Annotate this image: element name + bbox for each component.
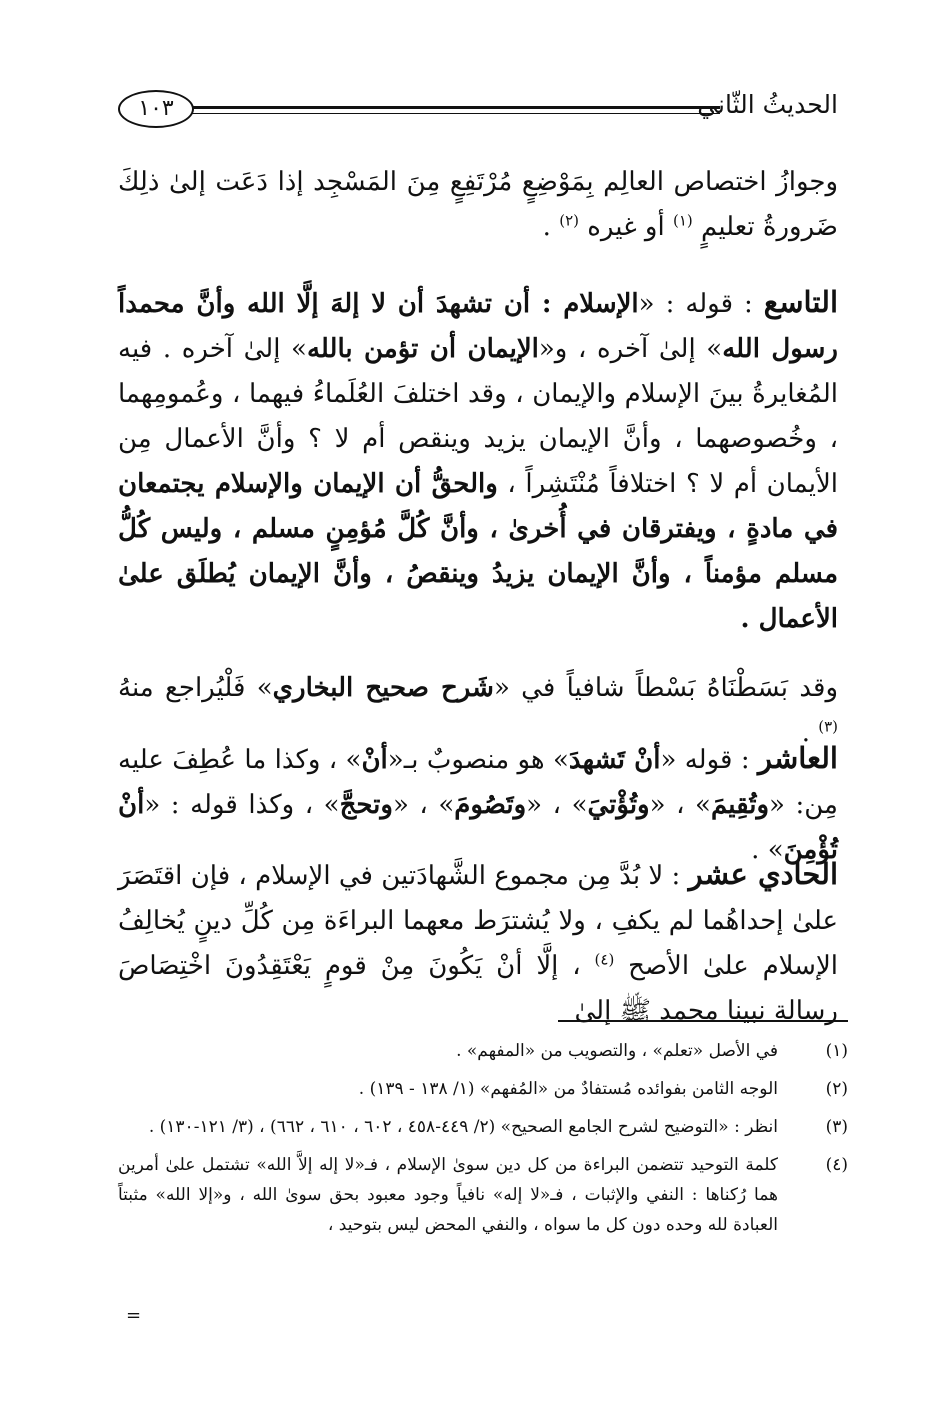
p2-lead: التاسع <box>763 285 839 319</box>
p1-text-b: أو غيره <box>587 212 665 242</box>
p4-q1: أنْ تَشهدَ <box>568 745 661 775</box>
p5-lead: الحادي عشر <box>688 857 839 891</box>
p3-a: وقد بَسَطْنَاهُ بَسْطاً شافياً في « <box>493 673 839 703</box>
p4-e: » ، « <box>526 790 588 820</box>
p4-d: » ، « <box>649 790 711 820</box>
p2-quote1: الإسلام : أن تشهدَ أن لا إلهَ إلَّا الله وأنَّ محمداً رسول الله <box>118 289 838 364</box>
p4-b: » هو منصوبٌ بـ« <box>387 745 569 775</box>
p4-q7: أنْ تُؤْمِنَ <box>118 790 838 865</box>
p4-lead: العاشر <box>757 741 838 775</box>
running-title: الحديثُ الثّاني <box>697 90 838 119</box>
p2-bold: والحقُّ أن الإيمان والإسلام يجتمعان في مادةٍ ، ويفترقان في أُخرىٰ ، وأنَّ كُلَّ مُؤمِنٍ مسلم ، وليس كُلُّ مسلم مؤمناً ، وأنَّ الإيمان يزيدُ وينقصُ ، وأنَّ الإيمان يُطلَق علىٰ الأعمال . <box>118 469 838 634</box>
footnotes <box>118 1036 848 1248</box>
footnote-number: (٢) <box>825 1079 848 1099</box>
p4-q4: وتُؤْتيَ <box>587 790 650 820</box>
p5-b: ، إلَّا أنْ يَكُونَ مِنْ قومٍ يَعْتَقِدُونَ اخْتِصَاصَ رسالة نبينا محمد ﷺ إلىٰ <box>118 951 838 1026</box>
p2-b: » إلىٰ آخره ، و« <box>538 334 723 364</box>
footnote-2 <box>118 1074 848 1104</box>
footnote-ref-2: (٢) <box>559 211 579 230</box>
footnote-ref-3: (٣) <box>818 717 838 736</box>
p3-book: شَرح صحيح البخاري <box>272 673 494 703</box>
p4-q3: وتُقِيمَ <box>710 790 770 820</box>
p4-q2: أنْ <box>361 745 388 775</box>
p4-q5: وتَصُومَ <box>454 790 527 820</box>
footnote-separator <box>558 1020 848 1022</box>
p2-c: » إلىٰ آخره . فيه المُغايرةُ بينَ الإسلام والإيمان ، وقد اختلفَ العُلَماءُ فيهما ، وعُمومِهما ، وخُصوصهما ، وأنَّ الإيمان يزيد وينقص أم لا ؟ وأنَّ الأعمال مِن الأيمان أم لا ؟ اختلافاً مُنْتَشِراً ، <box>118 334 838 499</box>
p4-h: » . <box>751 835 784 865</box>
p2-a: : قوله : « <box>638 289 753 319</box>
footnote-number: (٣) <box>825 1117 848 1137</box>
p1-end: . <box>542 212 551 242</box>
footnote-4 <box>118 1150 848 1240</box>
footnote-number: (١) <box>825 1041 848 1061</box>
continuation-mark: = <box>126 1305 142 1326</box>
footnote-text: الوجه الثامن بفوائده مُستفادٌ من «المُفهم» (١/ ١٣٨ - ١٣٩) . <box>358 1079 778 1099</box>
footnote-text: في الأصل «تعلم» ، والتصويب من «المفهم» . <box>456 1041 778 1061</box>
footnote-text: انظر : «التوضيح لشرح الجامع الصحيح» (٢/ ٤٤٩-٤٥٨ ، ٦٠٢ ، ٦١٠ ، ٦٦٢) ، (٣/ ١٢١-١٣٠) . <box>148 1117 778 1137</box>
page-header <box>118 88 838 132</box>
footnote-3 <box>118 1112 848 1142</box>
footnote-ref-1: (١) <box>672 211 693 230</box>
footnote-ref-4: (٤) <box>594 950 615 969</box>
p4-f: » ، « <box>392 790 455 820</box>
p2-quote2: الإيمان أن تؤمن بالله <box>306 334 539 364</box>
p1-text: وجوازُ اختصاص العالِم بِمَوْضِعٍ مُرْتَفِعٍ مِنَ المَسْجِد إذا دَعَت إلىٰ ذلِكَ ضَرورةُ تعليمٍ <box>118 167 838 242</box>
paragraph-5 <box>118 852 838 1034</box>
p4-a: : قوله « <box>660 745 750 775</box>
footnote-number: (٤) <box>825 1155 848 1175</box>
p3-b: » فَلْيُراجع منهُ <box>118 673 273 703</box>
header-rule-thin <box>192 113 720 114</box>
paragraph-1 <box>118 160 838 250</box>
footnote-1 <box>118 1036 848 1066</box>
p4-g: » ، وكذا قوله : « <box>144 790 340 820</box>
p3-end: . <box>801 718 810 748</box>
p5-a: : لا بُدَّ مِن مجموع الشَّهادَتين في الإسلام ، فإن اقتَصَرَ علىٰ إحداهُما لم يكفِ ، ولا يُشترَط معهما البراءَة مِن كُلِّ دينٍ يُخالِفُ الإسلام علىٰ الأصح <box>118 861 839 981</box>
paragraph-2 <box>118 280 838 642</box>
p4-q6: وتحجَّ <box>339 790 393 820</box>
footnote-text: كلمة التوحيد تتضمن البراءة من كل دين سوىٰ الإسلام ، فـ«لا إله إلاَّ الله» تشتمل علىٰ أمرين هما رُكناها : النفي والإثبات ، فـ«لا إله» نافياً وجود معبود بحق سوىٰ الله ، و«إلا الله» مثبتاً العبادة لله وحده دون كل ما سواه ، والنفي المحض ليس بتوحيد ، <box>118 1155 778 1235</box>
page-number: ١٠٣ <box>118 90 194 128</box>
header-rule <box>192 106 720 109</box>
p4-c: » ، وكذا ما عُطِفَ عليه مِن: « <box>118 745 838 820</box>
